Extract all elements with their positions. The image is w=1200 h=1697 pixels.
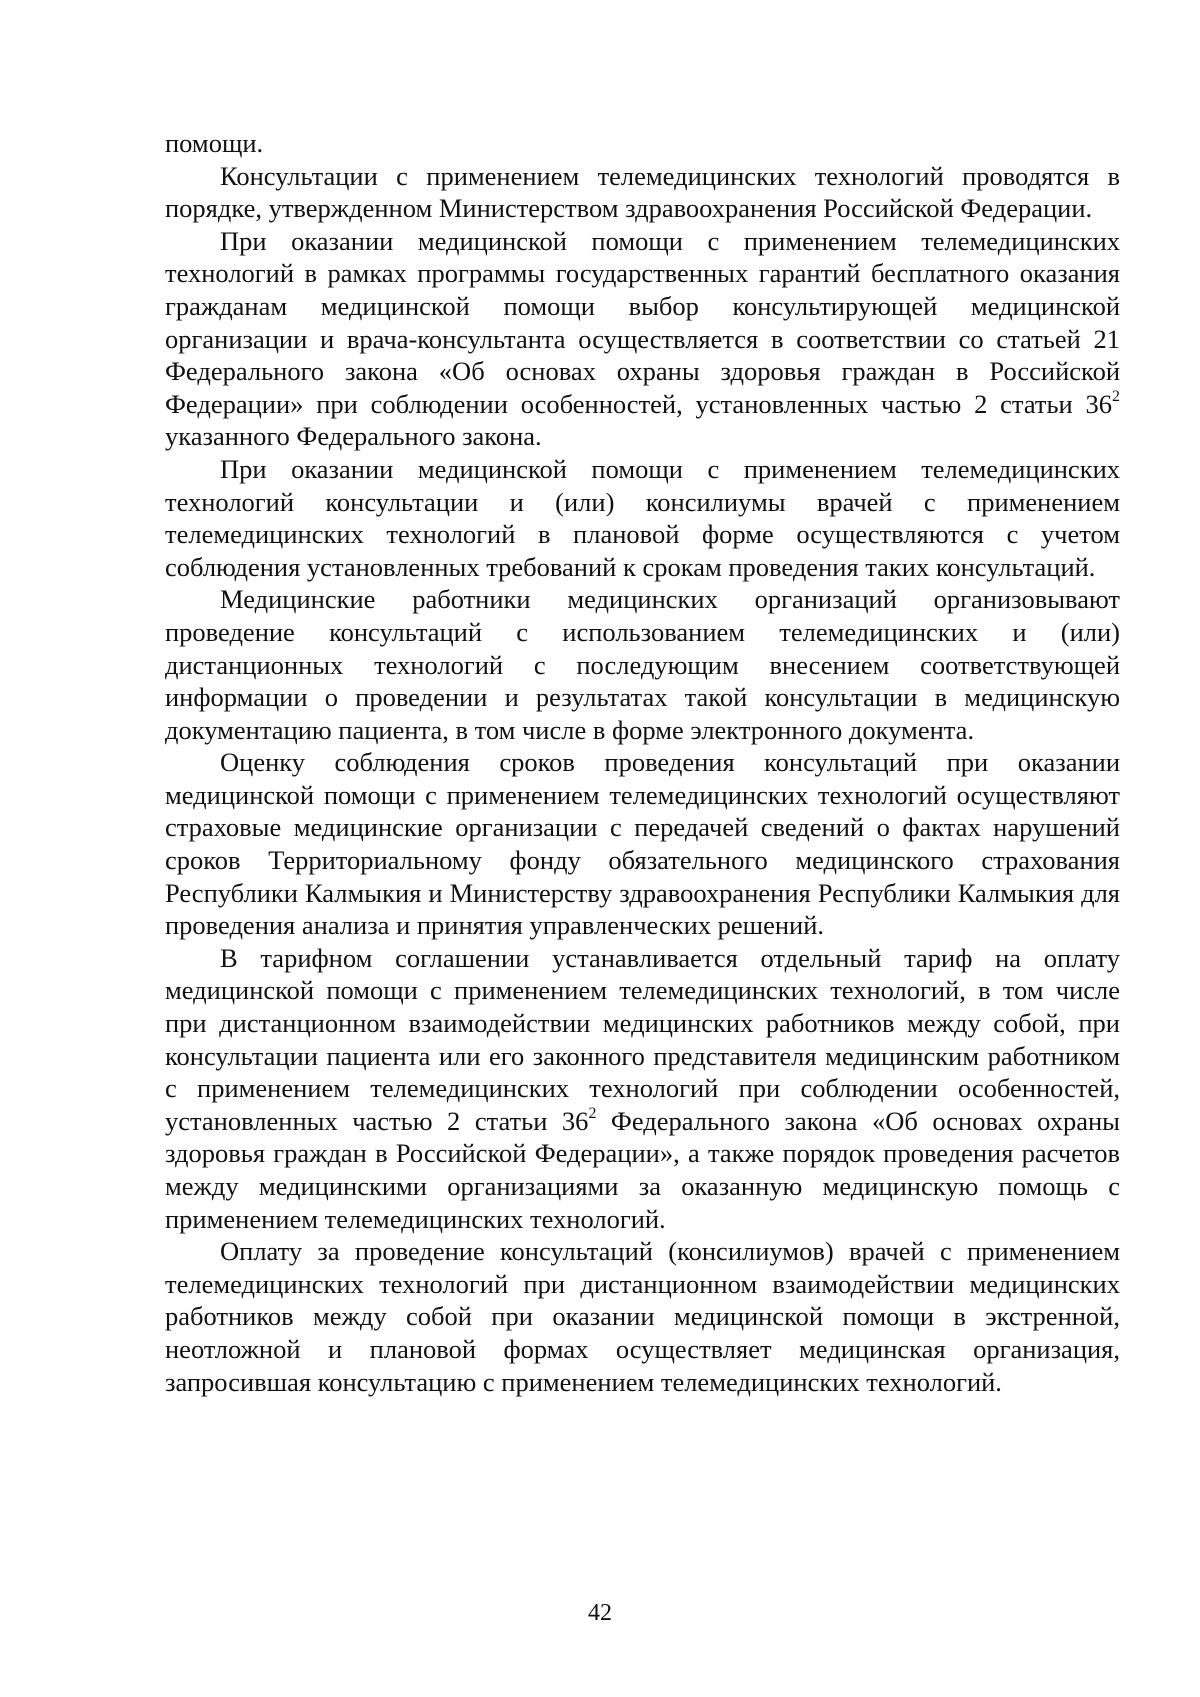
superscript: 2 [588, 1104, 597, 1122]
paragraph: Консультации с применением телемедицинских технологий проводятся в порядке, утвержденном Министерством здравоохранения Российской Федерации. [165, 160, 1120, 224]
paragraph: Оплату за проведение консультаций (консилиумов) врачей с применением телемедицинских технологий при дистанционном взаимодействии медицинских работников между собой при оказании медицинской помощи в экстренной, неотложной и плановой формах осуществляет медицинская организация, запросившая консультацию с применением телемедицинских технологий. [165, 1236, 1120, 1397]
body-text [165, 127, 1120, 1398]
paragraph [165, 225, 1120, 453]
paragraph [165, 942, 1120, 1235]
paragraph: Оценку соблюдения сроков проведения консультаций при оказании медицинской помощи с применением телемедицинских технологий осуществляют страховые медицинские организации с передачей сведений о фактах нарушений сроков Территориальному фонду обязательного медицинского страхования Республики Калмыкия и Министерству здравоохранения Республики Калмыкия для проведения анализа и принятия управленческих решений. [165, 747, 1120, 941]
paragraph: При оказании медицинской помощи с применением телемедицинских технологий консультации и (или) консилиумы врачей с применением телемедицинских технологий в плановой форме осуществляются с учетом соблюдения установленных требований к срокам проведения таких консультаций. [165, 453, 1120, 582]
superscript: 2 [1112, 387, 1120, 405]
paragraph-text: указанного Федерального закона. [165, 421, 542, 452]
paragraph-text: При оказании медицинской помощи с применением телемедицинских технологий в рамках программы государственных гарантий бесплатного оказания гражданам медицинской помощи выбор консультирующей медицинской организации и врача-консультанта осуществляется в соответствии со статьей 21 Федерального закона «Об основах охраны здоровья граждан в Российской Федерации» при соблюдении особенностей, установленных частью 2 статьи 36 [165, 225, 1120, 419]
paragraph-text: Федерального закона «Об основах охраны здоровья граждан в Российской Федерации», а также порядок проведения расчетов между медицинскими организациями за оказанную медицинскую помощь с применением телемедицинских технологий. [165, 1105, 1120, 1234]
fragment-start: помощи. [165, 128, 264, 158]
page-number: 42 [588, 1600, 612, 1626]
paragraph-text: В тарифном соглашении устанавливается отдельный тариф на оплату медицинской помощи с применением телемедицинских технологий, в том числе при дистанционном взаимодействии медицинских работников между собой, при консультации пациента или его законного представителя медицинским работником с применением телемедицинских технологий при соблюдении особенностей, установленных частью 2 статьи 36 [165, 942, 1120, 1136]
paragraph: Медицинские работники медицинских организаций организовывают проведение консультаций с использованием телемедицинских и (или) дистанционных технологий с последующим внесением соответствующей информации о проведении и результатах такой консультации в медицинскую документацию пациента, в том числе в форме электронного документа. [165, 584, 1120, 745]
